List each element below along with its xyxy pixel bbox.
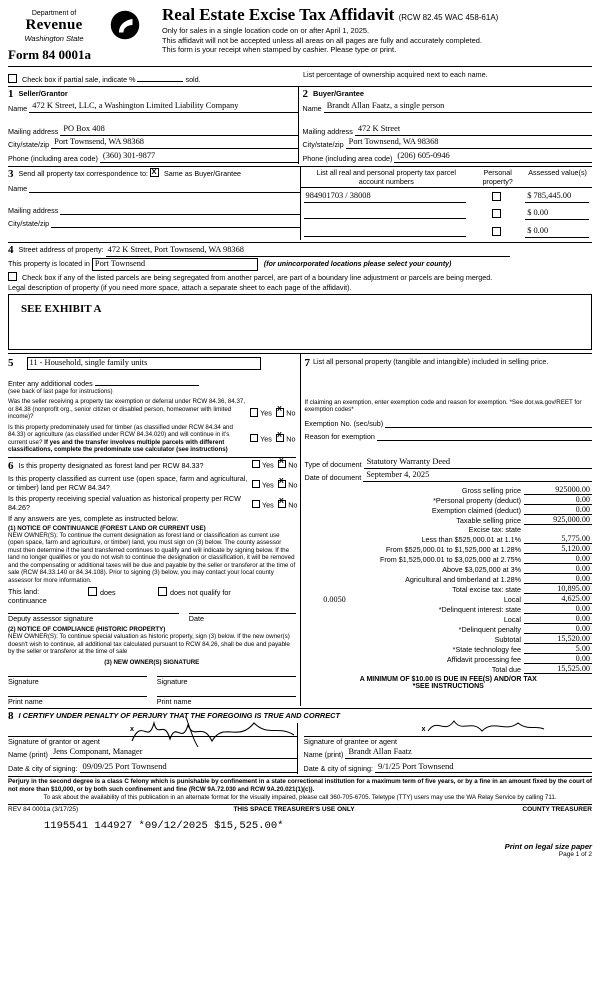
parcel-number-2[interactable] xyxy=(304,207,467,219)
grantee-name-label: Name (print) xyxy=(303,750,344,760)
calc-row xyxy=(305,654,593,664)
q2-no-checkbox[interactable] xyxy=(276,434,285,443)
header-sub-3: This form is your receipt when stamped by cashier. Please type or print. xyxy=(162,45,397,55)
same-as-buyer-checkbox[interactable] xyxy=(150,168,159,177)
partial-sale-percent[interactable] xyxy=(137,70,183,82)
corr-name-label: Name xyxy=(8,184,28,193)
corr-mailing-field[interactable] xyxy=(60,203,299,215)
treasurer-use-label: THIS SPACE TREASURER'S USE ONLY xyxy=(233,805,355,813)
grantee-city-value: Port Townsend xyxy=(402,760,454,771)
calc-value[interactable]: 5,775.00 xyxy=(524,534,592,544)
calc-value[interactable]: 0.00 xyxy=(524,495,592,505)
seller-mailing-label: Mailing address xyxy=(8,126,59,136)
seller-phone-label: Phone (including area code) xyxy=(8,153,98,163)
calc-value[interactable]: 0.00 xyxy=(524,604,592,614)
calc-row xyxy=(305,515,593,525)
notice-continuance-body: NEW OWNER(S): To continue the current designation as forest land or classification as current use (open space, farm and agriculture, or timber) land, you must sign on (3) below. The county assessor must then determine if the land transferred continues to qualify and will indicate by signing below. If the land no longer qualifies or you do not wish to continue the designation or classification, it will be removed and the compensating or additional taxes will be due and payable by the seller or transferor at the time of sale (RCW 84.33.140 or 84.34.108). Prior to signing (3) below, you may contact your local county assessor for more information. xyxy=(8,531,296,584)
section-2-number: 2 xyxy=(302,88,308,100)
new-owner-print-label-2: Print name xyxy=(156,697,192,707)
located-in-field[interactable]: Port Townsend xyxy=(92,258,258,271)
section-5-7-block xyxy=(8,353,592,706)
legal-description-box[interactable] xyxy=(8,294,592,350)
grantor-date-label: Date & city of signing: xyxy=(8,763,78,773)
seller-phone-field[interactable]: (360) 301-9877 xyxy=(100,151,298,163)
partial-sale-row xyxy=(8,70,592,84)
personal-property-checkbox-1[interactable] xyxy=(492,192,501,201)
seller-heading: Seller/Grantor xyxy=(18,89,68,98)
notice-compliance-title: (2) NOTICE OF COMPLIANCE (HISTORIC PROPERTY) xyxy=(8,626,166,633)
continuance-label: continuance xyxy=(8,596,47,605)
assessed-value-3[interactable]: $ 0.00 xyxy=(525,226,589,238)
calc-label: *Delinquent penalty xyxy=(458,625,521,635)
seller-mailing-field[interactable]: PO Box 408 xyxy=(60,124,297,136)
assessed-value-1[interactable]: $ 785,445.00 xyxy=(525,191,589,203)
section-6-question-1: Is this property designated as forest land per RCW 84.33? xyxy=(18,460,204,470)
calc-value[interactable]: 0.00 xyxy=(524,554,592,564)
new-owner-signature-label-1: Signature xyxy=(8,677,39,687)
calc-label: *Delinquent interest: state xyxy=(438,605,521,615)
section-5-question-2: Is this property predominately used for timber (as classified under RCW 84.34 and 84.33) or agriculture (as classified under RCW 84.34.020) and will continue in it's current use? xyxy=(8,423,233,446)
calc-label: *State technology fee xyxy=(452,645,521,655)
ownership-note: List percentage of ownership acquired next to each name. xyxy=(303,70,488,79)
section-1-number: 1 xyxy=(8,88,14,100)
washington-state-label: Washington State xyxy=(24,34,84,43)
s6-q3-no-checkbox[interactable] xyxy=(278,500,287,509)
buyer-name-label: Name xyxy=(302,104,322,113)
buyer-phone-field[interactable]: (206) 605-0946 xyxy=(394,151,592,163)
s6-q3-yes-label: Yes xyxy=(262,500,274,509)
additional-codes-field[interactable] xyxy=(95,374,199,386)
section-6-question-3: Is this property receiving special valuation as historical property per RCW 84.26? xyxy=(8,493,241,512)
revenue-label: Revenue xyxy=(25,17,83,33)
calc-value[interactable]: 925,000.00 xyxy=(524,515,592,525)
s6-q1-no-label: No xyxy=(288,460,298,469)
grantor-signature-mark: x xyxy=(130,724,134,734)
calc-label: Agricultural and timberland at 1.28% xyxy=(405,575,521,585)
calc-label: Taxable selling price xyxy=(456,516,521,526)
seller-block xyxy=(8,87,298,164)
exemption-number-label: Exemption No. (sec/sub) xyxy=(304,418,384,428)
section-4-block xyxy=(8,242,592,350)
buyer-citystatezip-field[interactable]: Port Townsend, WA 98368 xyxy=(346,137,592,149)
section-7-block xyxy=(300,354,593,706)
grantee-date-value: 9/1/25 xyxy=(378,760,400,771)
s6-q1-yes-label: Yes xyxy=(262,460,274,469)
section-3-label: Send all property tax correspondence to: xyxy=(18,169,148,178)
partial-sale-label: Check box if partial sale, indicate % xyxy=(22,75,136,84)
corr-citystatezip-field[interactable] xyxy=(51,216,299,228)
segregation-note: Check box if any of the listed parcels are being segregated from another parcel, are part of a boundary line adjustment or parcels are being merged. xyxy=(22,273,493,282)
calc-value[interactable]: 10,895.00 xyxy=(524,584,592,594)
legal-paper-note: Print on legal size paper xyxy=(504,841,592,851)
calc-value[interactable]: 0.00 xyxy=(524,614,592,624)
revenue-seal-icon xyxy=(110,10,140,40)
land-use-code-field[interactable]: 11 - Household, single family units xyxy=(27,357,261,370)
header-sub-2: This affidavit will not be accepted unless all areas on all pages are fully and accurately completed. xyxy=(162,35,482,45)
local-rate[interactable]: 0.0050 xyxy=(323,595,346,605)
calc-row xyxy=(305,624,593,634)
grantor-city-value: Port Townsend xyxy=(115,760,167,771)
s6-q2-no-label: No xyxy=(288,480,298,489)
assessed-value-2[interactable]: $ 0.00 xyxy=(525,208,589,220)
certification-statement: I CERTIFY UNDER PENALTY OF PERJURY THAT THE FOREGOING IS TRUE AND CORRECT xyxy=(18,711,341,721)
additional-codes-note: (see back of last page for instructions) xyxy=(8,388,113,395)
calc-row xyxy=(305,485,593,495)
same-as-buyer-label: Same as Buyer/Grantee xyxy=(163,169,242,178)
seller-citystatezip-label: City/state/zip xyxy=(8,140,50,149)
seller-name-field[interactable]: 472 K Street, LLC, a Washington Limited Liability Company xyxy=(29,101,297,113)
buyer-phone-label: Phone (including area code) xyxy=(302,153,393,163)
document-date-label: Date of document xyxy=(304,473,362,483)
personal-property-checkbox-2[interactable] xyxy=(492,209,501,218)
calc-label: Affidavit processing fee xyxy=(446,655,521,665)
form-number: Form 84 0001a xyxy=(8,47,92,62)
grantee-signature-mark: x xyxy=(421,724,426,734)
calc-value[interactable]: 5.00 xyxy=(524,644,592,654)
s6-q1-no-checkbox[interactable] xyxy=(278,460,287,469)
form-header xyxy=(8,6,592,63)
calc-row xyxy=(305,604,593,614)
table-row xyxy=(301,188,593,205)
q2-no-label: No xyxy=(286,434,296,444)
calc-row xyxy=(305,644,593,654)
land-does-not-qualify-checkbox[interactable] xyxy=(158,587,167,596)
calc-row xyxy=(305,544,593,554)
grantor-name-field[interactable]: Jens Componant, Manager xyxy=(50,747,297,759)
legal-description-note: Legal description of property (if you need more space, attach a separate sheet to each page of the affidavit). xyxy=(8,283,352,292)
notice-continuance-title: (1) NOTICE OF CONTINUANCE (FOREST LAND OR CURRENT USE) xyxy=(8,524,206,532)
partial-sale-checkbox[interactable] xyxy=(8,74,17,83)
calc-label: Local xyxy=(503,595,521,605)
new-owner-print-label-1: Print name xyxy=(8,697,43,707)
section-6-tail: If any answers are yes, complete as instructed below. xyxy=(8,513,179,523)
calc-row-local xyxy=(305,594,593,604)
grantee-date-city-field[interactable] xyxy=(375,761,592,773)
s6-q3-yes-checkbox[interactable] xyxy=(252,500,261,509)
calc-value[interactable]: 0.00 xyxy=(524,654,592,664)
perjury-notice: Perjury in the second degree is a class C felony which is punishable by confinement in a state correctional institution for a maximum term of five years, or by a fine in an amount fixed by the court of not more than $10,000, or by both such confinement and fine (RCW 9A.72.030 and RCW 9A.20.021(1)(c)). xyxy=(8,778,592,793)
section-7-number: 7 xyxy=(304,357,310,369)
calc-label: Exemption claimed (deduct) xyxy=(431,506,521,516)
parcel-table-block xyxy=(300,167,593,240)
reason-exemption-label: Reason for exemption xyxy=(304,432,375,442)
revision-number: REV 84 0001a (3/17/25) xyxy=(8,805,79,813)
grantee-signature-label: Signature of grantee or agent xyxy=(303,737,398,747)
calc-value[interactable]: 15,525.00 xyxy=(524,664,592,674)
new-owner-signature-label-2: Signature xyxy=(156,677,188,687)
q1-yes-label: Yes xyxy=(260,408,272,418)
see-instructions-note: *SEE INSTRUCTIONS xyxy=(412,683,484,691)
calc-label: Less than $525,000.01 at 1.1% xyxy=(421,535,521,545)
section-8-number: 8 xyxy=(8,710,14,723)
section-5-question-2-note: If yes and the transfer involves multiple parcels with different classifications, complete the predominate use calculator (see instructions) xyxy=(8,438,228,454)
street-address-label: Street address of property: xyxy=(18,245,104,254)
calc-label: Gross selling price xyxy=(461,486,521,496)
corr-name-field[interactable] xyxy=(29,181,299,193)
document-type-label: Type of document xyxy=(304,459,362,469)
deputy-assessor-signature-label: Deputy assessor signature xyxy=(8,614,94,623)
additional-codes-label: Enter any additional codes xyxy=(8,379,93,388)
calc-label: Excise tax: state xyxy=(468,525,521,535)
grantor-name-label: Name (print) xyxy=(8,750,48,760)
segregation-checkbox[interactable] xyxy=(8,272,17,281)
land-does-not-label: does not qualify for xyxy=(170,588,231,597)
calc-label: *Personal property (deduct) xyxy=(433,496,521,506)
header-sub-1: Only for sales in a single location code on or after April 1, 2025. xyxy=(162,25,370,35)
calc-value[interactable]: 5,120.00 xyxy=(524,544,592,554)
located-in-note: (for unincorporated locations please select your county) xyxy=(263,261,452,268)
calc-row xyxy=(305,584,593,594)
table-row xyxy=(301,204,593,222)
dor-logo-block xyxy=(8,6,158,63)
calc-label: Local xyxy=(503,615,521,625)
availability-notice: To ask about the availability of this publication in an alternate format for the visually impaired, please call 360-705-6705. Teletype (TTY) users may use the WA Relay Service by calling 711. xyxy=(43,794,557,802)
calc-row xyxy=(305,554,593,564)
county-treasurer-label: COUNTY TREASURER xyxy=(522,805,592,813)
grantee-name-field[interactable]: Brandt Allan Faatz xyxy=(345,747,592,759)
section-5-block xyxy=(8,354,300,706)
calc-row xyxy=(305,664,593,674)
seller-citystatezip-field[interactable]: Port Townsend, WA 98368 xyxy=(51,137,297,149)
document-date-field[interactable]: September 4, 2025 xyxy=(363,470,592,482)
tax-calculation-table xyxy=(305,485,593,674)
calc-label: Total excise tax: state xyxy=(452,585,521,595)
buyer-name-field[interactable]: Brandt Allan Faatz, a single person xyxy=(324,101,592,113)
calc-label: Above $3,025,000 at 3% xyxy=(442,565,521,575)
corr-citystatezip-label: City/state/zip xyxy=(8,219,50,228)
located-in-label: This property is located in xyxy=(8,259,90,268)
grantor-date-city-field[interactable] xyxy=(80,761,297,773)
personal-property-header: Personal property? xyxy=(472,167,523,188)
section-4-number: 4 xyxy=(8,244,14,256)
grantee-signature-line[interactable] xyxy=(304,723,593,737)
exemption-note: If claiming an exemption, enter exemption code and reason for exemption. *See dor.wa.gov/REET for exemption codes* xyxy=(304,399,582,414)
tax-correspondence-block xyxy=(8,167,300,240)
personal-property-checkbox-3[interactable] xyxy=(492,227,501,236)
land-does-label: does xyxy=(100,588,116,597)
this-land-label: This land: xyxy=(8,587,40,596)
land-does-qualify-checkbox[interactable] xyxy=(88,587,97,596)
parcel-header: List all real and personal property tax parcel account numbers xyxy=(301,167,473,188)
parcel-table xyxy=(301,167,593,240)
calc-row xyxy=(305,525,593,534)
section-3-number: 3 xyxy=(8,168,14,180)
notice-compliance-body: NEW OWNER(S): To continue special valuation as historic property, sign (3) below. If the new owner(s) doesn't wish to continue, all additional tax calculated pursuant to RCW 84.26, shall be due and payable by the seller or transferor at the time of sale xyxy=(8,633,290,656)
buyer-mailing-field[interactable]: 472 K Street xyxy=(355,124,592,136)
section-6-block xyxy=(8,457,296,707)
calc-row xyxy=(305,614,593,624)
partial-sale-sold: sold. xyxy=(185,75,201,84)
calc-label: Subtotal xyxy=(494,635,521,645)
q2-yes-checkbox[interactable] xyxy=(250,434,259,443)
buyer-citystatezip-label: City/state/zip xyxy=(302,140,344,149)
exemption-number-field[interactable] xyxy=(385,416,592,428)
calc-value[interactable]: 0.00 xyxy=(524,564,592,574)
s6-q2-no-checkbox[interactable] xyxy=(278,480,287,489)
grantee-date-label: Date & city of signing: xyxy=(303,763,374,773)
s6-q3-no-label: No xyxy=(288,500,298,509)
grantor-date-value: 09/09/25 xyxy=(82,760,114,771)
treasurer-stamp: 1195541 144927 *09/12/2025 $15,525.00* xyxy=(44,819,284,832)
minimum-due-note: A MINIMUM OF $10.00 IS DUE IN FEE(S) AND/OR TAX xyxy=(359,676,537,684)
department-label: Department of xyxy=(31,10,77,17)
section-5-question-1: Was the seller receiving a property tax exemption or deferral under RCW 84.36, 84.37, or 84.38 (nonprofit org., senior citizen or disabled person, homeowner with limited income)? xyxy=(8,398,246,421)
grantor-signature-label: Signature of grantor or agent xyxy=(8,737,100,747)
assessed-value-header: Assessed value(s) xyxy=(523,167,592,188)
new-owner-signature-title: (3) NEW OWNER(S) SIGNATURE xyxy=(104,658,200,666)
reason-exemption-field[interactable] xyxy=(377,429,592,441)
legal-description-text: SEE EXHIBIT A xyxy=(21,303,102,315)
calc-row xyxy=(305,564,593,574)
calc-value[interactable]: 4,625.00 xyxy=(524,594,592,604)
buyer-mailing-label: Mailing address xyxy=(302,126,353,136)
calc-value[interactable]: 0.00 xyxy=(524,624,592,634)
s6-q1-yes-checkbox[interactable] xyxy=(252,460,261,469)
calc-row xyxy=(305,534,593,544)
section-8-block xyxy=(8,708,592,774)
q2-yes-label: Yes xyxy=(260,434,272,444)
corr-mailing-label: Mailing address xyxy=(8,205,59,215)
calc-value[interactable]: 0.00 xyxy=(524,574,592,584)
q1-yes-checkbox[interactable] xyxy=(250,408,259,417)
table-row xyxy=(301,222,593,240)
calc-value[interactable]: 0.00 xyxy=(524,505,592,515)
seller-name-label: Name xyxy=(8,104,28,113)
q1-no-checkbox[interactable] xyxy=(276,408,285,417)
calc-row xyxy=(305,505,593,515)
calc-label: From $1,525,000.01 to $3,025,000 at 2.75% xyxy=(379,555,521,565)
footer-block xyxy=(8,776,592,857)
calc-label: From $525,000.01 to $1,525,000 at 1.28% xyxy=(385,545,521,555)
buyer-block xyxy=(298,87,593,164)
form-title: Real Estate Excise Tax Affidavit (RCW 82.45 WAC 458-61A) xyxy=(162,5,499,24)
section-6-question-2: Is this property classified as current use (open space, farm and agricultural, or timber) land per RCW 84.34? xyxy=(8,473,248,492)
q1-no-label: No xyxy=(286,408,296,418)
parties-block xyxy=(8,86,592,164)
calc-row xyxy=(305,495,593,505)
calc-row xyxy=(305,574,593,584)
calc-value[interactable]: 925000.00 xyxy=(524,485,592,495)
street-address-field[interactable]: 472 K Street, Port Townsend, WA 98368 xyxy=(106,245,510,257)
deputy-assessor-date-label: Date xyxy=(188,614,204,623)
section-3-block xyxy=(8,166,592,240)
calc-label: Total due xyxy=(491,665,521,675)
parcel-number-3[interactable] xyxy=(304,225,467,237)
grantor-signature-line[interactable] xyxy=(8,723,297,737)
buyer-heading: Buyer/Grantee xyxy=(313,89,364,98)
personal-property-label: List all personal property (tangible and intangible) included in selling price. xyxy=(313,357,549,366)
s6-q2-yes-checkbox[interactable] xyxy=(252,480,261,489)
calc-row xyxy=(305,634,593,644)
section-6-number: 6 xyxy=(8,459,14,472)
section-5-number: 5 xyxy=(8,357,14,369)
page-number: Page 1 of 2 xyxy=(558,850,592,858)
document-type-field[interactable]: Statutory Warranty Deed xyxy=(364,457,592,469)
rcw-citation: (RCW 82.45 WAC 458-61A) xyxy=(398,13,499,22)
parcel-number-1[interactable]: 984901703 / 38008 xyxy=(304,191,467,203)
s6-q2-yes-label: Yes xyxy=(262,480,274,489)
calc-value[interactable]: 15,520.00 xyxy=(524,634,592,644)
